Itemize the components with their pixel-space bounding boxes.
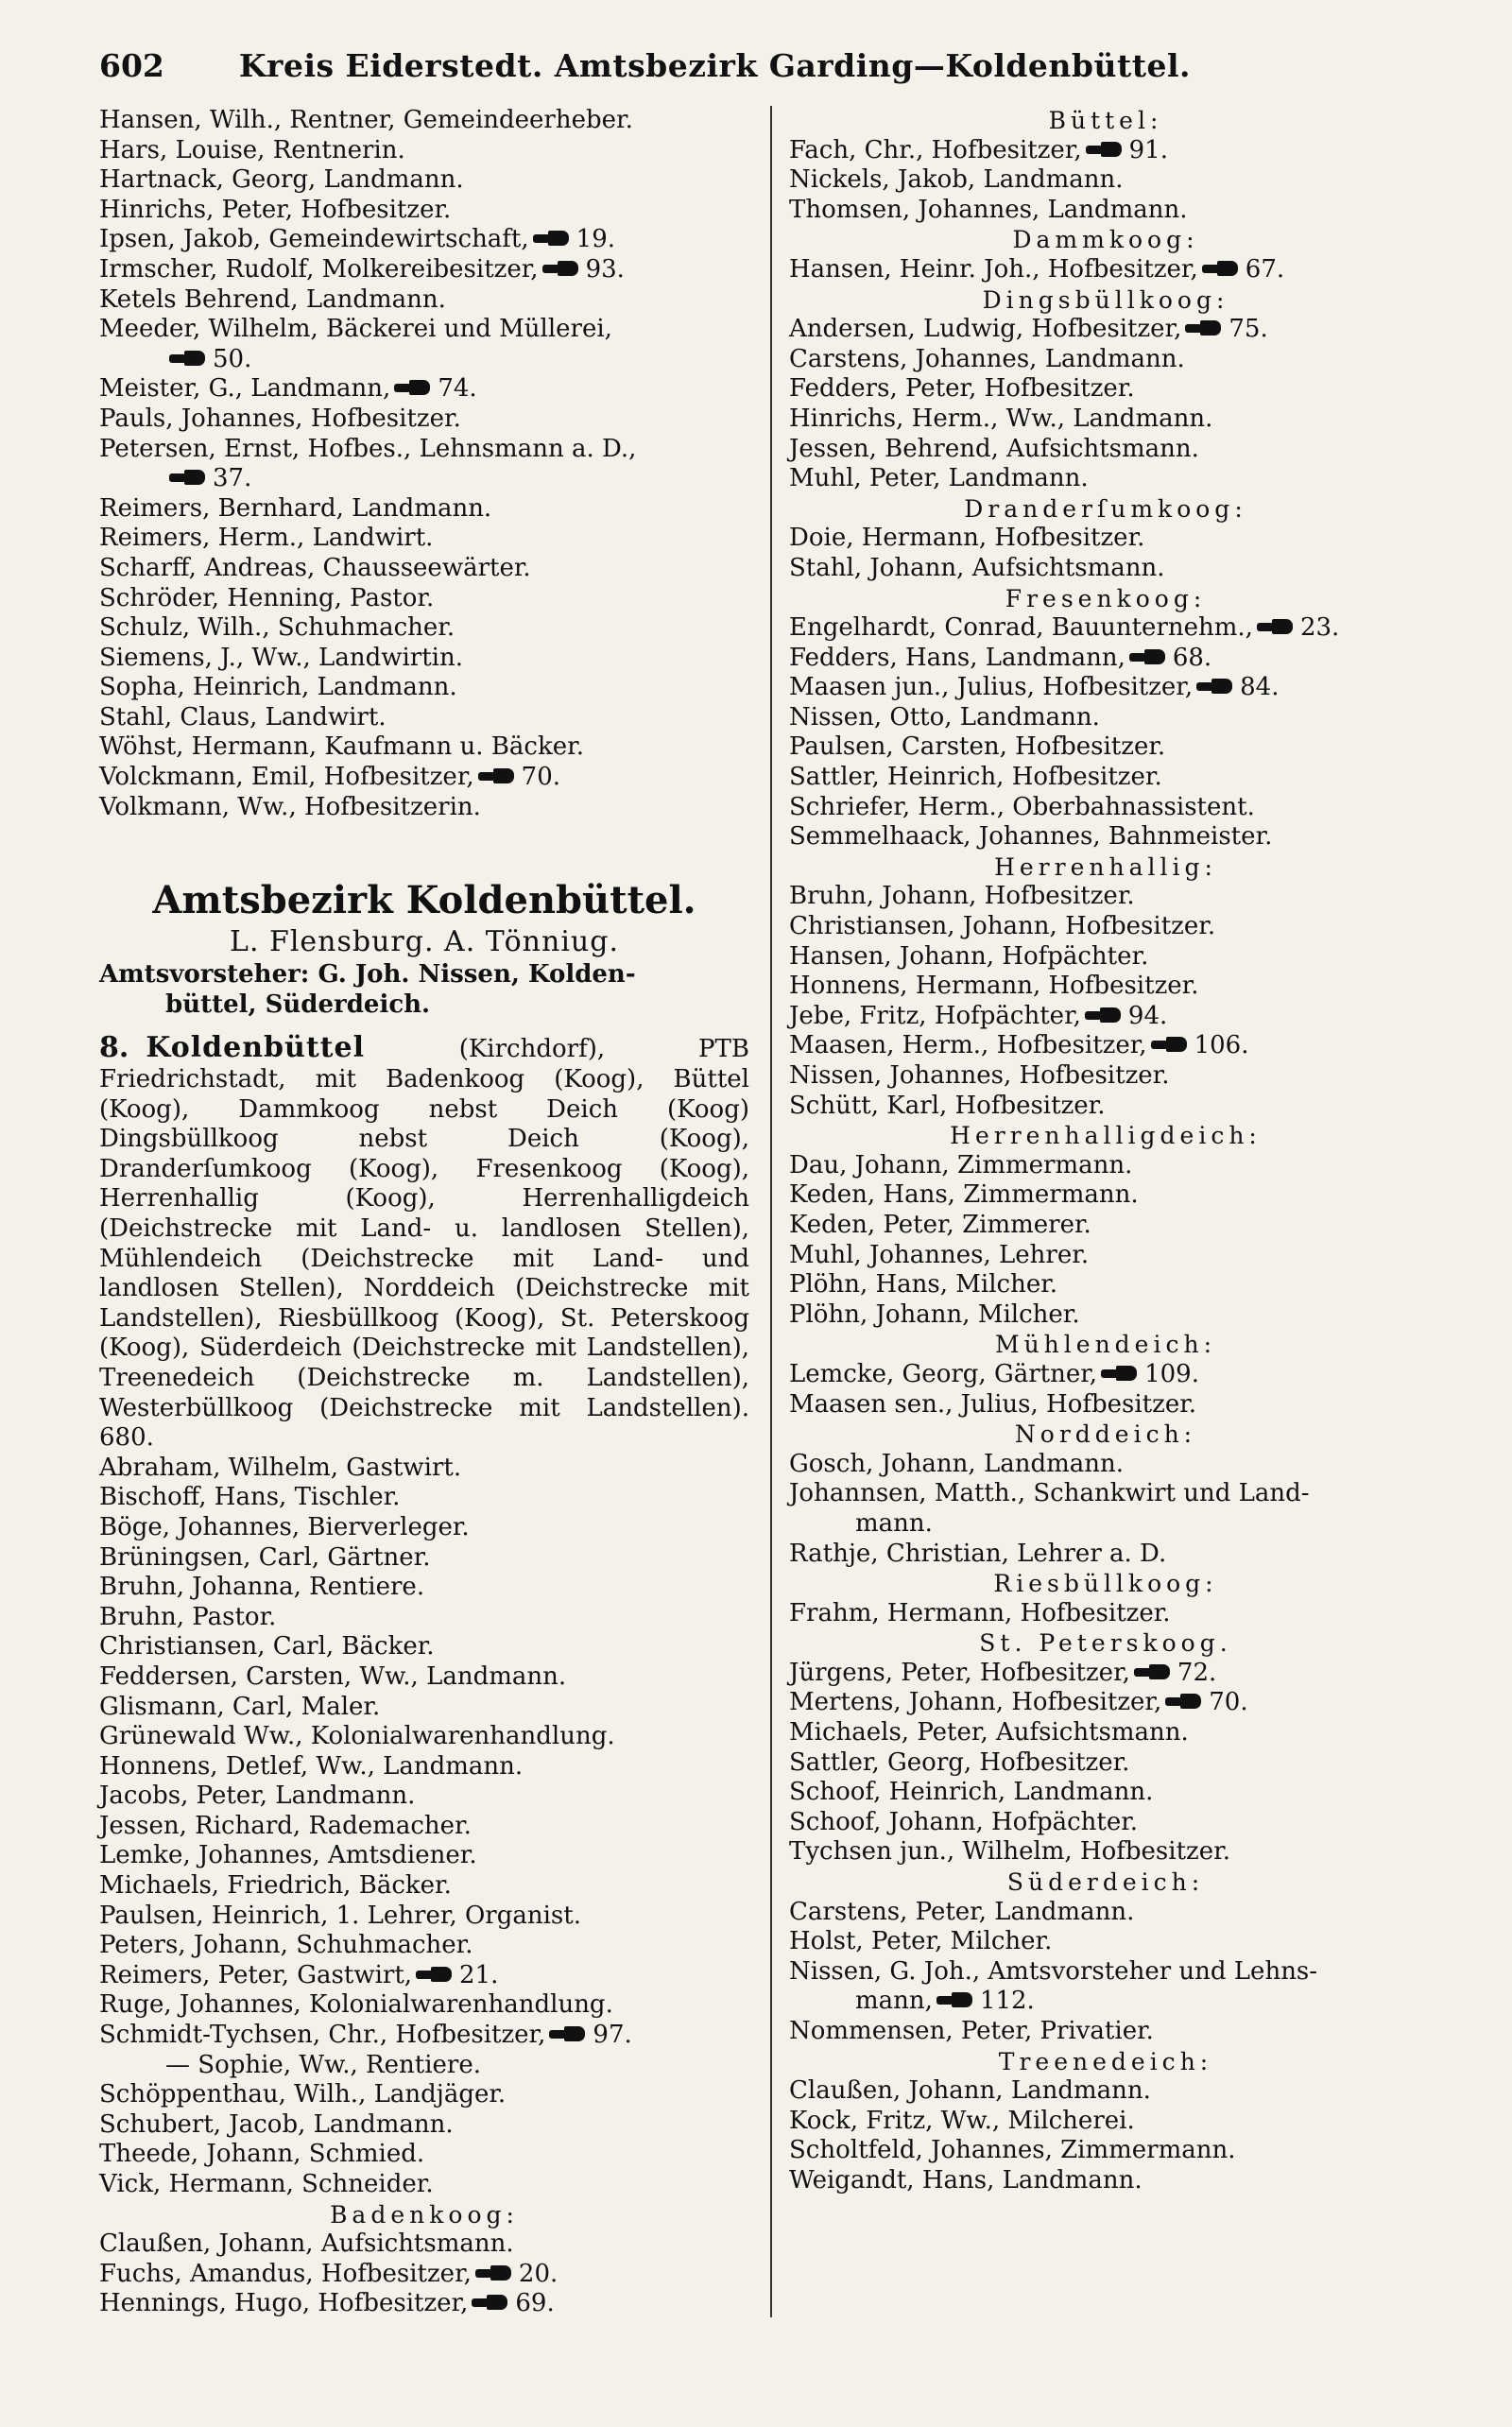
telephone-icon (1101, 1366, 1139, 1381)
directory-entry (99, 1782, 749, 1812)
entry-text: Hartnack, Georg, Landmann. (99, 165, 464, 195)
directory-entry (99, 2080, 749, 2110)
directory-entry (99, 374, 749, 404)
directory-entry (789, 464, 1422, 494)
directory-entry (789, 1540, 1422, 1570)
subsection-heading: Norddeich: (1014, 1420, 1197, 1449)
directory-entry (789, 942, 1422, 973)
telephone-icon (1257, 619, 1295, 634)
entry-text: Hansen, Wilh., Rentner, Gemeindeerheber. (99, 106, 633, 134)
entry-text: Scharff, Andreas, Chausseewärter. (99, 553, 531, 582)
subsection-heading: Treenedeich: (998, 2047, 1213, 2075)
entry-text: Plöhn, Johann, Milcher. (789, 1300, 1080, 1329)
entry-text: Reimers, Herm., Landwirt. (99, 524, 434, 553)
entry-text: Plöhn, Hans, Milcher. (789, 1270, 1058, 1300)
entry-text: Nissen, G. Joh., Amtsvorsteher und Lehns- (789, 1956, 1318, 1986)
directory-entry (789, 374, 1422, 404)
telephone-icon (169, 351, 207, 366)
entry-text: Claußen, Johann, Aufsichtsmann. (99, 2229, 514, 2259)
directory-entry (789, 2166, 1422, 2196)
telephone-icon (1151, 1037, 1189, 1052)
entry-text: Hars, Louise, Rentnerin. (99, 135, 405, 164)
column-divider (770, 106, 772, 2317)
directory-entry (99, 136, 749, 166)
directory-entry (99, 1543, 749, 1574)
page-header (99, 47, 1436, 100)
telephone-icon (936, 1992, 974, 2007)
entry-text: Abraham, Wilhelm, Gastwirt. (99, 1453, 462, 1482)
entry-text: Keden, Peter, Zimmerer. (789, 1210, 1091, 1239)
entry-text: Christiansen, Carl, Bäcker. (99, 1632, 435, 1661)
entry-text: mann. (855, 1508, 933, 1538)
subsection-heading: Riesbüllkoog: (993, 1570, 1218, 1598)
directory-entry (789, 644, 1422, 674)
directory-entry (99, 2110, 749, 2141)
entry-text: Lemcke, Georg, Gärtner, (789, 1359, 1098, 1388)
entry-text: Doie, Hermann, Hofbesitzer. (789, 524, 1145, 553)
entry-text: Holst, Peter, Milcher. (789, 1927, 1053, 1956)
entry-text: Bruhn, Johann, Hofbesitzer. (789, 882, 1135, 911)
directory-entry (789, 1808, 1422, 1838)
directory-entry (99, 1752, 749, 1782)
directory-entry (789, 912, 1422, 942)
entry-continuation (789, 1509, 1422, 1540)
telephone-icon (475, 2265, 513, 2281)
entry-text: Semmelhaack, Johannes, Bahnmeister. (789, 822, 1273, 852)
directory-entry (99, 165, 749, 196)
entry-text: Hinrichs, Herm., Ww., Landmann. (789, 404, 1213, 433)
directory-entry (789, 1718, 1422, 1748)
directory-entry (789, 1211, 1422, 1241)
telephone-icon (1134, 1664, 1172, 1679)
directory-entry (99, 793, 749, 823)
directory-entry (789, 882, 1422, 912)
entry-text: Peters, Johann, Schuhmacher. (99, 1931, 473, 1960)
entry-text: Engelhardt, Conrad, Bauunternehm., (789, 613, 1253, 643)
telephone-icon (533, 231, 571, 246)
entry-continuation (789, 1987, 1422, 2017)
telephone-icon (1185, 320, 1223, 336)
directory-entry (99, 1812, 749, 1842)
directory-entry (99, 494, 749, 525)
entry-text: Gosch, Johann, Landmann. (789, 1449, 1125, 1478)
entry-text: Rathje, Christian, Lehrer a. D. (789, 1539, 1167, 1568)
telephone-icon (472, 2295, 509, 2310)
entry-text: Siemens, J., Ww., Landwirtin. (99, 643, 463, 672)
telephone-icon (549, 2026, 587, 2041)
subsection-heading: Mühlendeich: (994, 1331, 1216, 1359)
phone-number: 19. (576, 225, 616, 254)
entry-text: Nommensen, Peter, Privatier. (789, 2017, 1154, 2045)
entry-text: Maasen jun., Julius, Hofbesitzer, (789, 673, 1194, 702)
phone-number: 70. (1209, 1688, 1248, 1717)
directory-entry (789, 1599, 1422, 1629)
directory-entry (99, 1573, 749, 1603)
entry-text: Frahm, Hermann, Hofbesitzer. (789, 1598, 1171, 1627)
telephone-icon (1202, 261, 1240, 276)
directory-entry (99, 1632, 749, 1662)
phone-number: 84. (1240, 673, 1280, 702)
directory-entry (99, 2170, 749, 2200)
directory-entry (789, 524, 1422, 554)
entry-text: Thomsen, Johannes, Landmann. (789, 195, 1188, 224)
entry-text: Christiansen, Johann, Hofbesitzer. (789, 912, 1216, 941)
entry-text: Stahl, Johann, Aufsichtsmann. (789, 553, 1165, 582)
subsection-heading: Dammkoog: (1012, 226, 1199, 254)
entry-text: Grünewald Ww., Kolonialwarenhandlung. (99, 1722, 615, 1751)
directory-entry (99, 315, 749, 345)
directory-entry (99, 524, 749, 554)
phone-number: 50. (213, 344, 252, 373)
place-name: Koldenbüttel (146, 1031, 366, 1065)
directory-entry (789, 1031, 1422, 1061)
entry-text: Kock, Fritz, Ww., Milcherei. (789, 2106, 1135, 2135)
page-number: 602 (99, 47, 164, 84)
directory-entry (789, 2107, 1422, 2137)
entry-text: Scholtfeld, Johannes, Zimmermann. (789, 2136, 1236, 2165)
directory-entry (99, 1841, 749, 1871)
entry-text: Jessen, Richard, Rademacher. (99, 1811, 472, 1840)
entry-text: Volkmann, Ww., Hofbesitzerin. (99, 792, 481, 821)
place-description: (Kirchdorf), PTB Friedrichstadt, mit Badenkoog (Koog), Büttel (Koog), Dammkoog nebst Deich (Koog) Dingsbüllkoog nebst Deich (Koog), Dranderſumkoog (Koog), Fresenkoog (Koog), Herrenhallig (Koog), Herrenhalligdeich (Deichstrecke mit Land- u. landlosen Stellen), Mühlendeich (Deichstrecke mit Land- und landlosen Stellen), Norddeich (Deichstrecke mit Landstellen), Riesbüllkoog (Koog), St. Peterskoog (Koog), Süderdeich (Deichstrecke mit Landstellen), Treenedeich (Deichstrecke m. Landstellen), Westerbüllkoog (Deichstrecke mit Landstellen). 680. (99, 1035, 749, 1453)
entry-text: Honnens, Hermann, Hofbesitzer. (789, 972, 1199, 1001)
entry-text: Tychsen jun., Wilhelm, Hofbesitzer. (789, 1837, 1230, 1867)
entry-text: mann, (855, 1987, 933, 2016)
directory-entry (789, 1241, 1422, 1271)
directory-entry (99, 196, 749, 226)
entry-text: Hansen, Heinr. Joh., Hofbesitzer, (789, 254, 1198, 284)
official-line: Amtsvorsteher: G. Joh. Nissen, Kolden- (99, 960, 636, 990)
directory-entry (99, 732, 749, 763)
directory-entry (789, 1479, 1422, 1509)
telephone-icon (1086, 142, 1124, 157)
entry-text: Brüningsen, Carl, Gärtner. (99, 1542, 431, 1572)
right-list (789, 106, 1422, 2196)
directory-entry (99, 1662, 749, 1693)
entry-text: Nissen, Otto, Landmann. (789, 702, 1100, 732)
entry-text: Nickels, Jakob, Landmann. (789, 165, 1124, 195)
entry-text: Wöhst, Hermann, Kaufmann u. Bäcker. (99, 732, 584, 762)
directory-entry (789, 1957, 1422, 1988)
entry-text: Glismann, Carl, Maler. (99, 1692, 381, 1721)
entry-text: Andersen, Ludwig, Hofbesitzer, (789, 315, 1182, 344)
directory-entry (789, 1270, 1422, 1300)
entry-text: Lemke, Johannes, Amtsdiener. (99, 1841, 477, 1870)
directory-entry (789, 1151, 1422, 1181)
subsection-heading: Büttel: (1048, 107, 1163, 134)
directory-entry (99, 1454, 749, 1484)
entry-text: Paulsen, Carsten, Hofbesitzer. (789, 732, 1166, 762)
entry-text: Fedders, Hans, Landmann, (789, 643, 1125, 672)
left-bottom-list (99, 1454, 749, 2319)
entry-text: Meister, G., Landmann, (99, 374, 391, 404)
entry-text: Theede, Johann, Schmied. (99, 2140, 425, 2169)
entry-text: Weigandt, Hans, Landmann. (789, 2165, 1143, 2195)
subsection-heading: Fresenkoog: (1005, 584, 1207, 612)
entry-text: Maasen, Herm., Hofbesitzer, (789, 1031, 1147, 1060)
directory-entry (99, 1483, 749, 1513)
directory-entry (99, 1990, 749, 2021)
subsection-heading: St. Peterskoog. (979, 1629, 1232, 1658)
entry-text: Claußen, Johann, Landmann. (789, 2076, 1151, 2106)
entry-text: Böge, Johannes, Bierverleger. (99, 1512, 470, 1541)
entry-text: Jürgens, Peter, Hofbesitzer, (789, 1658, 1130, 1687)
entry-text: Schröder, Henning, Pastor. (99, 583, 435, 612)
entry-text: Hansen, Johann, Hofpächter. (789, 941, 1149, 971)
entry-text: Ketels Behrend, Landmann. (99, 284, 446, 314)
entry-text: Jacobs, Peter, Landmann. (99, 1782, 416, 1811)
phone-number: 68. (1172, 643, 1212, 672)
directory-entry (789, 1659, 1422, 1689)
directory-entry (99, 584, 749, 614)
phone-number: 97. (593, 2021, 632, 2050)
entry-text: Honnens, Detlef, Ww., Landmann. (99, 1751, 524, 1781)
directory-entry (99, 763, 749, 793)
entry-text: Sattler, Heinrich, Hofbesitzer. (789, 763, 1162, 792)
subsection-heading: Badenkoog: (330, 2200, 519, 2229)
phone-number: 94. (1127, 1001, 1168, 1030)
entry-text: Johannsen, Matth., Schankwirt und Land- (789, 1479, 1310, 1508)
directory-entry (99, 285, 749, 316)
entry-text: Feddersen, Carsten, Ww., Landmann. (99, 1661, 567, 1691)
entry-text: Maasen sen., Julius, Hofbesitzer. (789, 1389, 1197, 1419)
entry-text: Bruhn, Johanna, Rentiere. (99, 1573, 425, 1602)
left-column (99, 106, 761, 2319)
running-title: Kreis Eiderstedt. Amtsbezirk Garding—Koldenbüttel. (238, 47, 1191, 84)
telephone-icon (169, 470, 207, 485)
directory-entry (99, 673, 749, 703)
columns (99, 106, 1436, 2319)
entry-text: Sattler, Georg, Hofbesitzer. (789, 1747, 1130, 1777)
phone-number: 20. (518, 2259, 558, 2288)
phone-number: 75. (1228, 315, 1268, 344)
entry-text: Reimers, Peter, Gastwirt, (99, 1960, 413, 1989)
entry-text: Sopha, Heinrich, Landmann. (99, 673, 457, 702)
entry-text: Pauls, Johannes, Hofbesitzer. (99, 404, 461, 433)
entry-text: Schmidt-Tychsen, Chr., Hofbesitzer, (99, 2021, 546, 2050)
phone-number: 109. (1144, 1359, 1199, 1388)
phone-number: 37. (213, 464, 252, 493)
entry-text: Ruge, Johannes, Kolonialwarenhandlung. (99, 1990, 613, 2020)
section-subtitle: L. Flensburg. A. Tönniug. (230, 925, 619, 959)
directory-entry (99, 435, 749, 465)
entry-continuation (99, 345, 749, 375)
entry-text: — Sophie, Ww., Rentiere. (165, 2050, 481, 2079)
directory-entry (99, 703, 749, 733)
directory-entry (789, 404, 1422, 435)
phone-number: 74. (438, 374, 477, 404)
directory-entry (789, 2017, 1422, 2047)
directory-entry (789, 732, 1422, 763)
telephone-icon (394, 380, 432, 395)
directory-entry (789, 1688, 1422, 1718)
entry-text: Meeder, Wilhelm, Bäckerei und Müllerei, (99, 315, 612, 344)
place-entry (99, 1033, 749, 1453)
entry-text: Irmscher, Rudolf, Molkereibesitzer, (99, 254, 539, 284)
entry-text: Volckmann, Emil, Hofbesitzer, (99, 763, 474, 792)
directory-entry (789, 1061, 1422, 1092)
entry-text: Ipsen, Jakob, Gemeindewirtschaft, (99, 225, 529, 254)
directory-entry (789, 136, 1422, 166)
directory-entry (789, 1927, 1422, 1957)
directory-entry (99, 1722, 749, 1752)
entry-text: Bruhn, Pastor. (99, 1602, 277, 1631)
entry-text: Fuchs, Amandus, Hofbesitzer, (99, 2259, 472, 2288)
directory-entry (789, 1300, 1422, 1331)
directory-entry (789, 1360, 1422, 1390)
entry-text: Schriefer, Herm., Oberbahnassistent. (789, 792, 1255, 821)
directory-entry (789, 345, 1422, 375)
subsection-heading: Dingsbüllkoog: (982, 285, 1229, 314)
entry-text: Hennings, Hugo, Hofbesitzer, (99, 2289, 469, 2318)
directory-entry (99, 404, 749, 435)
entry-text: Fach, Chr., Hofbesitzer, (789, 135, 1082, 164)
telephone-icon (1196, 679, 1234, 694)
directory-entry (99, 1513, 749, 1543)
directory-entry (789, 703, 1422, 733)
phone-number: 69. (515, 2289, 555, 2318)
directory-entry (789, 1778, 1422, 1808)
phone-number: 93. (585, 254, 625, 284)
entry-text: Michaels, Friedrich, Bäcker. (99, 1871, 452, 1901)
directory-entry (99, 225, 749, 255)
official-line-cont: büttel, Süderdeich. (165, 990, 431, 1019)
telephone-icon (542, 261, 580, 276)
entry-text: Schütt, Karl, Hofbesitzer. (789, 1091, 1106, 1120)
directory-entry (789, 1837, 1422, 1868)
directory-entry (99, 1931, 749, 1961)
entry-text: Fedders, Peter, Hofbesitzer. (789, 374, 1135, 404)
entry-continuation (99, 2051, 749, 2081)
directory-entry (789, 1002, 1422, 1032)
phone-number: 23. (1299, 613, 1340, 643)
telephone-icon (1129, 649, 1167, 664)
entry-text: Jebe, Fritz, Hofpächter, (789, 1001, 1081, 1030)
entry-text: Hinrichs, Peter, Hofbesitzer. (99, 195, 452, 224)
directory-entry (99, 2229, 749, 2260)
entry-text: Jessen, Behrend, Aufsichtsmann. (789, 434, 1199, 463)
entry-text: Nissen, Johannes, Hofbesitzer. (789, 1061, 1170, 1090)
directory-entry (99, 1902, 749, 1932)
place-number: 8. (99, 1031, 129, 1065)
entry-text: Reimers, Bernhard, Landmann. (99, 493, 492, 523)
directory-entry (99, 554, 749, 584)
entry-text: Stahl, Claus, Landwirt. (99, 702, 387, 732)
directory-entry (789, 972, 1422, 1002)
entry-text: Schoof, Heinrich, Landmann. (789, 1778, 1154, 1807)
directory-entry (789, 763, 1422, 793)
left-top-list (99, 106, 749, 822)
directory-entry (789, 1450, 1422, 1480)
phone-number: 91. (1128, 135, 1168, 164)
entry-text: Schoof, Johann, Hofpächter. (789, 1807, 1139, 1836)
entry-text: Mertens, Johann, Hofbesitzer, (789, 1688, 1162, 1717)
entry-text: Muhl, Peter, Landmann. (789, 464, 1089, 493)
entry-continuation (99, 464, 749, 494)
directory-entry (789, 165, 1422, 196)
right-column (761, 106, 1422, 2319)
directory-entry (99, 2021, 749, 2051)
directory-entry (789, 822, 1422, 852)
directory-entry (789, 255, 1422, 285)
directory-entry (789, 1748, 1422, 1779)
directory-entry (99, 2289, 749, 2319)
directory-entry (789, 613, 1422, 644)
entry-text: Bischoff, Hans, Tischler. (99, 1483, 401, 1512)
directory-entry (789, 1180, 1422, 1211)
phone-number: 21. (459, 1960, 499, 1989)
entry-text: Carstens, Johannes, Landmann. (789, 344, 1185, 373)
telephone-icon (1165, 1694, 1203, 1709)
directory-entry (99, 613, 749, 644)
section-title: Amtsbezirk Koldenbüttel. (152, 878, 696, 923)
entry-text: Petersen, Ernst, Hofbes., Lehnsmann a. D., (99, 434, 637, 463)
subsection-heading: Herrenhalligdeich: (950, 1122, 1262, 1150)
directory-entry (789, 2136, 1422, 2166)
entry-text: Schöppenthau, Wilh., Landjäger. (99, 2080, 507, 2109)
entry-text: Schulz, Wilh., Schuhmacher. (99, 613, 455, 643)
directory-entry (789, 435, 1422, 465)
telephone-icon (478, 768, 516, 783)
directory-entry (789, 793, 1422, 823)
directory-entry (99, 255, 749, 285)
directory-entry (789, 1092, 1422, 1122)
directory-entry (789, 315, 1422, 345)
subsection-heading: Süderdeich: (1006, 1868, 1205, 1897)
directory-entry (789, 1390, 1422, 1420)
directory-entry (789, 2076, 1422, 2107)
entry-text: Michaels, Peter, Aufsichtsmann. (789, 1718, 1189, 1747)
entry-text: Paulsen, Heinrich, 1. Lehrer, Organist. (99, 1901, 581, 1930)
subsection-heading: Dranderſumkoog: (964, 494, 1247, 523)
directory-entry (789, 673, 1422, 703)
entry-text: Vick, Hermann, Schneider. (99, 2170, 434, 2198)
directory-entry (99, 2140, 749, 2170)
directory-entry (99, 644, 749, 674)
directory-entry (99, 1693, 749, 1723)
entry-text: Carstens, Peter, Landmann. (789, 1897, 1135, 1926)
telephone-icon (416, 1967, 454, 1982)
directory-entry (99, 1961, 749, 1991)
entry-text: Dau, Johann, Zimmermann. (789, 1150, 1133, 1179)
directory-entry (99, 106, 749, 136)
phone-number: 70. (521, 763, 561, 792)
directory-entry (789, 1898, 1422, 1928)
directory-entry (99, 1871, 749, 1902)
phone-number: 67. (1245, 254, 1285, 284)
entry-text: Keden, Hans, Zimmermann. (789, 1180, 1139, 1210)
phone-number: 72. (1177, 1658, 1217, 1687)
directory-entry (789, 554, 1422, 584)
directory-entry (789, 196, 1422, 226)
phone-number: 106. (1194, 1031, 1249, 1060)
entry-text: Muhl, Johannes, Lehrer. (789, 1240, 1090, 1269)
subsection-heading: Herrenhallig: (994, 852, 1217, 881)
telephone-icon (1085, 1007, 1123, 1023)
directory-entry (99, 1603, 749, 1633)
directory-entry (99, 2260, 749, 2290)
phone-number: 112. (979, 1987, 1035, 2016)
entry-text: Schubert, Jacob, Landmann. (99, 2109, 454, 2139)
